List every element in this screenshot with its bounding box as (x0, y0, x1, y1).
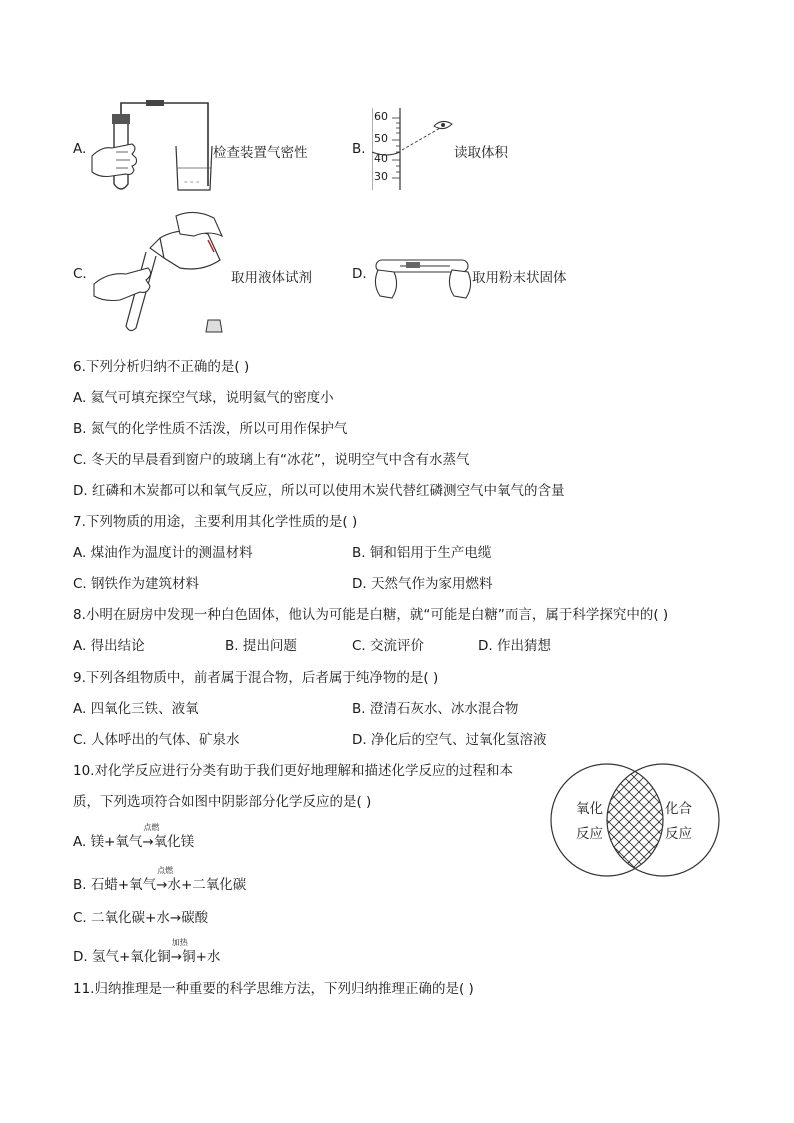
q8-option-d: D. 作出猜想 (478, 638, 551, 654)
q10-option-d-arrow: → (170, 949, 183, 965)
option-a-caption: 检查装置气密性 (213, 145, 308, 161)
q8-option-b: B. 提出问题 (225, 638, 297, 654)
q10-stem-line2: 质，下列选项符合如图中阴影部分化学反应的是( ) (73, 794, 372, 810)
q10-option-a-condition: 点燃 (143, 823, 160, 832)
q6-option-d: D. 红磷和木炭都可以和氧气反应，所以可以使用木炭代替红磷测空气中氧气的含量 (73, 483, 565, 499)
option-c-letter: C. (73, 266, 87, 282)
venn-left-label-2: 反应 (576, 826, 603, 842)
scale-mark-50: 50 (374, 132, 388, 145)
q10-option-b (73, 866, 247, 893)
q7-option-b: B. 铜和铝用于生产电缆 (352, 545, 492, 561)
option-d-letter: D. (352, 266, 367, 282)
q8-stem: 8.小明在厨房中发现一种白色固体，他认为可能是白糖，就“可能是白糖”而言，属于科学探究中的( ) (73, 607, 669, 623)
venn-diagram (549, 762, 721, 878)
q7-option-d: D. 天然气作为家用燃料 (352, 576, 493, 592)
option-a-letter: A. (73, 141, 87, 157)
venn-right-label-2: 反应 (665, 826, 692, 842)
q7-option-c: C. 钢铁作为建筑材料 (73, 576, 200, 592)
q10-option-b-products: 水+二氧化碳 (167, 877, 247, 893)
q7-option-a: A. 煤油作为温度计的测温材料 (73, 545, 253, 561)
q9-option-a: A. 四氧化三铁、液氧 (73, 701, 199, 717)
q10-stem-line1: 10.对化学反应进行分类有助于我们更好地理解和描述化学反应的过程和本 (73, 763, 513, 779)
q10-option-b-condition: 点燃 (157, 866, 174, 875)
pouring-liquid-illustration (90, 208, 232, 336)
q6-option-c: C. 冬天的早晨看到窗户的玻璃上有“冰花”，说明空气中含有水蒸气 (73, 452, 470, 468)
gas-tightness-check-illustration (88, 98, 216, 196)
q10-option-d-condition: 加热 (171, 938, 188, 947)
option-b-letter: B. (352, 141, 366, 157)
q8-option-a: A. 得出结论 (73, 638, 145, 654)
q10-option-c: C. 二氧化碳+水→碳酸 (73, 910, 209, 926)
q9-option-b: B. 澄清石灰水、冰水混合物 (352, 701, 519, 717)
q10-option-a-arrow: → (142, 834, 154, 850)
q7-stem: 7.下列物质的用途，主要利用其化学性质的是( ) (73, 514, 358, 530)
q10-option-d-reactants: D. 氢气+氧化铜 (73, 949, 171, 965)
venn-right-label-1: 化合 (665, 801, 692, 817)
q10-option-b-reactants: B. 石蜡+氧气 (73, 877, 157, 893)
q6-option-a: A. 氦气可填充探空气球，说明氦气的密度小 (73, 390, 334, 406)
option-c-caption: 取用液体试剂 (231, 270, 312, 286)
q9-stem: 9.下列各组物质中，前者属于混合物，后者属于纯净物的是( ) (73, 670, 439, 686)
q9-option-c: C. 人体呼出的气体、矿泉水 (73, 732, 240, 748)
q10-option-b-arrow: → (156, 877, 168, 893)
q6-stem: 6.下列分析归纳不正确的是( ) (73, 359, 250, 375)
q6-option-b: B. 氮气的化学性质不活泼，所以可用作保护气 (73, 421, 348, 437)
q10-option-a-reactants: A. 镁+氧气 (73, 834, 143, 850)
q11-stem: 11.归纳推理是一种重要的科学思维方法，下列归纳推理正确的是( ) (73, 981, 474, 997)
q8-option-c: C. 交流评价 (352, 638, 425, 654)
q10-option-d (73, 938, 221, 965)
scale-mark-60: 60 (374, 110, 388, 123)
option-b-caption: 读取体积 (454, 145, 508, 161)
scale-mark-30: 30 (374, 170, 388, 183)
q10-option-d-products: 铜+水 (182, 949, 221, 965)
q10-option-a (73, 823, 195, 850)
q10-option-a-products: 氧化镁 (153, 834, 195, 850)
option-d-caption: 取用粉末状固体 (472, 270, 567, 286)
scale-mark-40: 40 (374, 152, 388, 165)
powder-in-test-tube-illustration (370, 240, 474, 302)
venn-left-label-1: 氧化 (576, 801, 603, 817)
svg-text:⁼ ⁼ ⁼: ⁼ ⁼ ⁼ (184, 180, 200, 188)
q9-option-d: D. 净化后的空气、过氧化氢溶液 (352, 732, 547, 748)
